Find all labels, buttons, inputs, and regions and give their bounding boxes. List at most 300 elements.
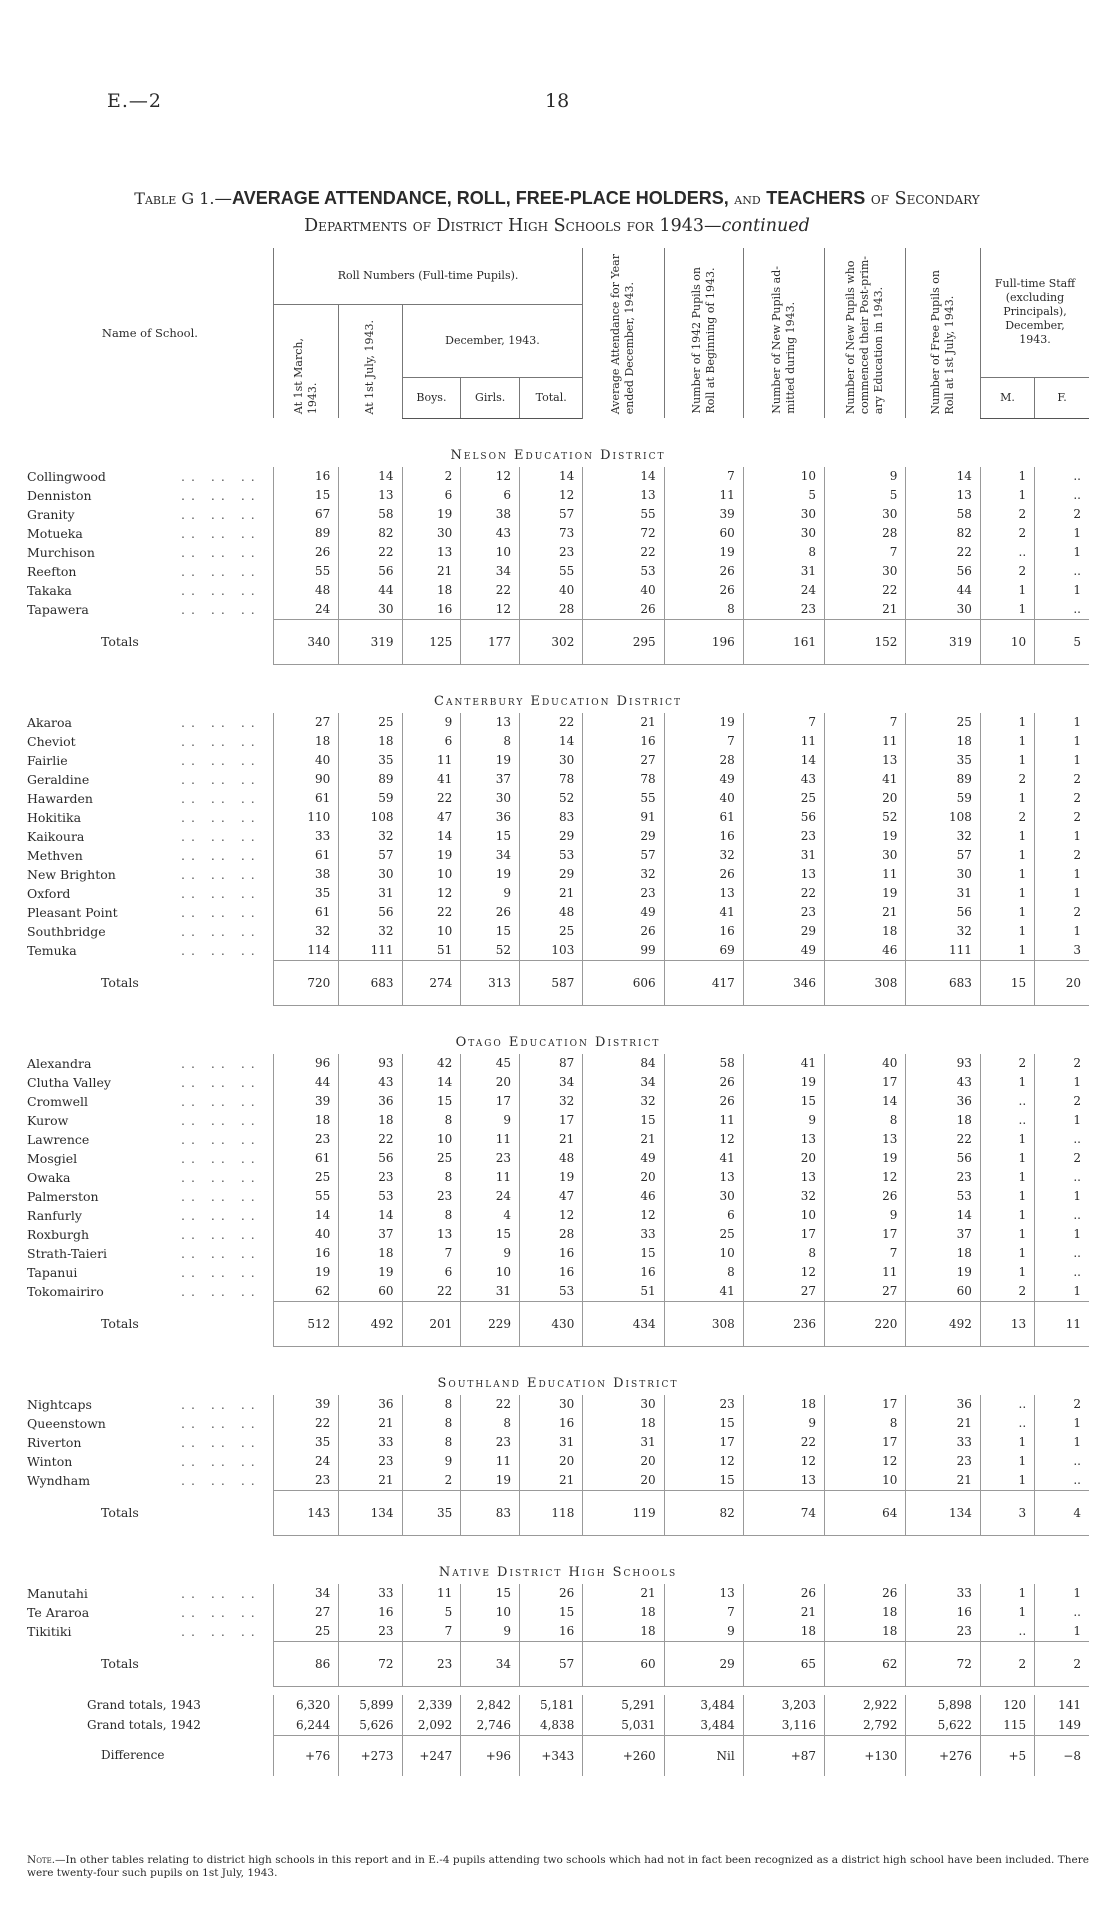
table-cell: 19 [461, 751, 520, 770]
table-cell: 22 [825, 581, 906, 600]
table-cell: 23 [520, 543, 583, 562]
table-cell: 61 [664, 808, 743, 827]
table-cell: 12 [825, 1168, 906, 1187]
table-cell: 14 [402, 1073, 461, 1092]
difference-cell: +247 [402, 1735, 461, 1776]
school-name-text: Hokitika [27, 809, 82, 825]
table-cell: 9 [825, 1206, 906, 1225]
leader-dots: .. .. .. [180, 752, 261, 768]
grand-total-cell: 3,484 [664, 1715, 743, 1736]
school-name-text: Riverton [27, 1434, 82, 1450]
table-row [27, 751, 1089, 770]
totals-cell: 62 [825, 1641, 906, 1686]
table-cell: 55 [583, 505, 664, 524]
table-cell: 58 [906, 505, 981, 524]
table-cell: 27 [743, 1282, 824, 1302]
table-cell: 56 [906, 562, 981, 581]
table-cell: 29 [520, 865, 583, 884]
grand-total-cell: 149 [1035, 1715, 1089, 1736]
school-name [27, 581, 273, 600]
spacer-cell [27, 1686, 1089, 1695]
table-cell: 17 [520, 1111, 583, 1130]
table-cell: 30 [743, 524, 824, 543]
table-cell: 33 [339, 1584, 402, 1603]
table-cell: 1 [980, 581, 1034, 600]
table-cell: 12 [583, 1206, 664, 1225]
table-cell: .. [980, 1395, 1034, 1414]
table-cell: 14 [825, 1092, 906, 1111]
difference-label: Difference [101, 1748, 165, 1763]
school-name-text: Motueka [27, 525, 83, 541]
table-row [27, 467, 1089, 486]
district-name: Canterbury Education District [434, 693, 682, 709]
table-cell: 19 [664, 543, 743, 562]
school-name [27, 1149, 273, 1168]
table-cell: 18 [402, 581, 461, 600]
totals-cell: 82 [664, 1490, 743, 1535]
table-cell: 31 [743, 846, 824, 865]
table-cell: 34 [273, 1584, 339, 1603]
table-title-line2: Departments of District High Schools for 1943 [304, 216, 704, 236]
totals-cell: 236 [743, 1301, 824, 1346]
table-cell: 40 [273, 1225, 339, 1244]
totals-row [27, 960, 1089, 1005]
table-cell: 1 [980, 1206, 1034, 1225]
table-cell: 1 [980, 467, 1034, 486]
table-cell: 59 [906, 789, 981, 808]
col-school-name: Name of School. [101, 326, 198, 340]
table-cell: 11 [461, 1168, 520, 1187]
totals-cell: 492 [339, 1301, 402, 1346]
grand-total-cell: 3,203 [743, 1695, 824, 1715]
leader-dots: .. .. .. [180, 1472, 261, 1488]
table-cell: 1 [1035, 865, 1089, 884]
totals-cell: 86 [273, 1641, 339, 1686]
table-cell: 14 [583, 467, 664, 486]
grand-total-cell: 115 [980, 1715, 1034, 1736]
table-cell: 21 [825, 903, 906, 922]
table-cell: 22 [461, 1395, 520, 1414]
table-cell: 22 [339, 543, 402, 562]
grand-total-cell: 4,838 [520, 1715, 583, 1736]
table-cell: 36 [461, 808, 520, 827]
table-header [27, 248, 1089, 418]
table-cell: 1 [980, 1168, 1034, 1187]
table-row [27, 1603, 1089, 1622]
col-december-group: December, 1943. [402, 305, 583, 378]
table-cell: 30 [461, 789, 520, 808]
totals-cell: 134 [906, 1490, 981, 1535]
school-name-text: Tokomairiro [27, 1283, 104, 1299]
table-cell: 1 [980, 922, 1034, 941]
table-cell: 1 [980, 941, 1034, 961]
col-girls: Girls. [461, 377, 520, 418]
table-cell: 72 [583, 524, 664, 543]
leader-dots: .. .. .. [180, 1604, 261, 1620]
table-cell: 16 [520, 1622, 583, 1642]
table-cell: 19 [825, 827, 906, 846]
table-cell: .. [980, 543, 1034, 562]
table-cell: 1 [980, 1263, 1034, 1282]
table-row [27, 1282, 1089, 1302]
totals-cell: 512 [273, 1301, 339, 1346]
leader-dots: .. .. .. [180, 1245, 261, 1261]
school-name-text: Clutha Valley [27, 1074, 111, 1090]
table-cell: 26 [664, 581, 743, 600]
table-cell: 7 [825, 713, 906, 732]
table-cell: 21 [583, 713, 664, 732]
table-cell: 16 [906, 1603, 981, 1622]
table-cell: 6 [402, 486, 461, 505]
table-cell: 17 [825, 1225, 906, 1244]
table-cell: 58 [664, 1054, 743, 1073]
table-row [27, 941, 1089, 961]
table-row [27, 600, 1089, 620]
table-cell: 22 [339, 1130, 402, 1149]
table-cell: 7 [825, 1244, 906, 1263]
table-cell: 52 [825, 808, 906, 827]
table-cell: .. [1035, 486, 1089, 505]
table-cell: 25 [743, 789, 824, 808]
table-row [27, 1054, 1089, 1073]
totals-cell: 2 [1035, 1641, 1089, 1686]
table-cell: .. [1035, 1206, 1089, 1225]
table-cell: 22 [402, 903, 461, 922]
totals-cell: 319 [339, 619, 402, 664]
table-cell: 53 [906, 1187, 981, 1206]
table-cell: 33 [906, 1584, 981, 1603]
table-cell: 2 [1035, 1054, 1089, 1073]
table-cell: 32 [906, 827, 981, 846]
school-name-text: Ranfurly [27, 1207, 82, 1223]
table-cell: 19 [825, 884, 906, 903]
table-cell: 3 [1035, 941, 1089, 961]
totals-cell: 177 [461, 619, 520, 664]
school-name-text: Te Araroa [27, 1604, 90, 1620]
table-cell: 23 [743, 600, 824, 620]
table-cell: 23 [461, 1149, 520, 1168]
table-cell: 62 [273, 1282, 339, 1302]
leader-dots: .. .. .. [180, 1188, 261, 1204]
table-cell: 108 [339, 808, 402, 827]
table-cell: 13 [461, 713, 520, 732]
leader-dots: .. .. .. [180, 544, 261, 560]
table-cell: 7 [664, 467, 743, 486]
table-cell: 21 [339, 1414, 402, 1433]
table-cell: 7 [664, 1603, 743, 1622]
table-cell: 12 [402, 884, 461, 903]
table-cell: 30 [520, 751, 583, 770]
table-cell: 18 [825, 1603, 906, 1622]
table-title: Table G 1.—AVERAGE ATTENDANCE, ROLL, FREE-PLACE HOLDERS, and TEACHERS of Secondary Departments of District High Schools for 1943—continued [134, 188, 980, 236]
grand-total-cell: 2,746 [461, 1715, 520, 1736]
table-cell: 16 [583, 1263, 664, 1282]
table-cell: 1 [980, 1130, 1034, 1149]
table-cell: 1 [1035, 1111, 1089, 1130]
table-cell: 57 [583, 846, 664, 865]
table-cell: 31 [520, 1433, 583, 1452]
table-cell: 30 [520, 1395, 583, 1414]
table-cell: 1 [980, 865, 1034, 884]
table-cell: 30 [664, 1187, 743, 1206]
table-cell: 7 [743, 713, 824, 732]
table-cell: 19 [273, 1263, 339, 1282]
grand-total-label: Grand totals, 1942 [87, 1717, 201, 1732]
table-cell: 42 [402, 1054, 461, 1073]
difference-cell: +76 [273, 1735, 339, 1776]
table-cell: 31 [339, 884, 402, 903]
table-cell: 8 [461, 732, 520, 751]
table-cell: 18 [583, 1414, 664, 1433]
totals-cell: 29 [664, 1641, 743, 1686]
table-cell: 48 [520, 1149, 583, 1168]
table-cell: 32 [339, 922, 402, 941]
table-cell: 28 [520, 1225, 583, 1244]
table-cell: 25 [339, 713, 402, 732]
school-name [27, 1187, 273, 1206]
table-cell: 73 [520, 524, 583, 543]
table-cell: 12 [461, 600, 520, 620]
totals-cell: 4 [1035, 1490, 1089, 1535]
table-cell: 36 [339, 1395, 402, 1414]
table-cell: 2 [980, 505, 1034, 524]
table-cell: 19 [520, 1168, 583, 1187]
table-cell: 14 [520, 467, 583, 486]
table-cell: 21 [402, 562, 461, 581]
school-name [27, 922, 273, 941]
table-cell: 1 [980, 827, 1034, 846]
table-cell: 26 [664, 865, 743, 884]
totals-row [27, 1490, 1089, 1535]
school-name-text: Granity [27, 506, 75, 522]
table-cell: 14 [402, 827, 461, 846]
totals-cell: 34 [461, 1641, 520, 1686]
table-cell: 32 [273, 922, 339, 941]
totals-cell: 274 [402, 960, 461, 1005]
table-cell: 30 [339, 600, 402, 620]
school-name [27, 903, 273, 922]
table-cell: 16 [583, 732, 664, 751]
table-cell: 11 [461, 1452, 520, 1471]
table-cell: 61 [273, 903, 339, 922]
table-row [27, 1622, 1089, 1642]
table-cell: 1 [1035, 1622, 1089, 1642]
table-cell: 82 [339, 524, 402, 543]
table-row [27, 1584, 1089, 1603]
col-roll-group: Roll Numbers (Full-time Pupils). [273, 248, 583, 305]
table-cell: 17 [825, 1433, 906, 1452]
table-cell: 23 [906, 1452, 981, 1471]
table-row [27, 808, 1089, 827]
school-name [27, 884, 273, 903]
table-cell: 2 [980, 1282, 1034, 1302]
school-name [27, 1130, 273, 1149]
table-cell: 5 [825, 486, 906, 505]
school-name [27, 732, 273, 751]
totals-cell: 492 [906, 1301, 981, 1346]
totals-cell: 308 [664, 1301, 743, 1346]
table-row [27, 1073, 1089, 1092]
table-cell: 7 [664, 732, 743, 751]
table-cell: 15 [461, 922, 520, 941]
leader-dots: .. .. .. [180, 1283, 261, 1299]
table-cell: 30 [743, 505, 824, 524]
table-cell: 26 [461, 903, 520, 922]
attendance-table [27, 248, 1089, 1776]
table-cell: 21 [520, 1471, 583, 1491]
leader-dots: .. .. .. [180, 1055, 261, 1071]
table-cell: 108 [906, 808, 981, 827]
table-cell: 2 [1035, 505, 1089, 524]
difference-cell: +130 [825, 1735, 906, 1776]
table-cell: 13 [743, 1130, 824, 1149]
totals-cell: 65 [743, 1641, 824, 1686]
table-row [27, 486, 1089, 505]
totals-cell: 319 [906, 619, 981, 664]
table-cell: 56 [906, 903, 981, 922]
table-cell: 15 [743, 1092, 824, 1111]
table-cell: 61 [273, 789, 339, 808]
col-postprimary: Number of New Pupils who commenced their Post-prim- ary Education in 1943. [825, 248, 906, 418]
table-cell: 2 [1035, 846, 1089, 865]
table-cell: 1 [1035, 751, 1089, 770]
table-cell: 43 [743, 770, 824, 789]
note-label: Note. [27, 1854, 56, 1866]
leader-dots: .. .. .. [180, 714, 261, 730]
page-number: 18 [545, 90, 570, 112]
table-cell: 20 [583, 1471, 664, 1491]
table-cell: 2 [402, 467, 461, 486]
table-cell: 24 [273, 1452, 339, 1471]
table-cell: 17 [743, 1225, 824, 1244]
school-name [27, 1168, 273, 1187]
table-cell: 2 [980, 562, 1034, 581]
table-cell: 17 [825, 1073, 906, 1092]
table-cell: 34 [461, 562, 520, 581]
table-cell: 7 [402, 1244, 461, 1263]
totals-row [27, 1641, 1089, 1686]
table-cell: 1 [980, 1187, 1034, 1206]
leader-dots: .. .. .. [180, 1074, 261, 1090]
table-row [27, 1187, 1089, 1206]
col-avg-attendance: Average Attendance for Year ended December, 1943. [583, 248, 664, 418]
leader-dots: .. .. .. [180, 1585, 261, 1601]
table-cell: 7 [402, 1622, 461, 1642]
table-cell: 10 [825, 1471, 906, 1491]
totals-cell: 134 [339, 1490, 402, 1535]
table-cell: 19 [461, 1471, 520, 1491]
table-cell: 1 [980, 884, 1034, 903]
school-name-text: Strath-Taieri [27, 1245, 108, 1261]
table-cell: 1 [1035, 713, 1089, 732]
table-cell: .. [980, 1111, 1034, 1130]
table-cell: 31 [906, 884, 981, 903]
grand-total-cell: 3,484 [664, 1695, 743, 1715]
table-cell: 13 [664, 1584, 743, 1603]
table-cell: 36 [339, 1092, 402, 1111]
table-cell: 1 [980, 903, 1034, 922]
table-cell: 48 [273, 581, 339, 600]
table-cell: 35 [339, 751, 402, 770]
table-cell: 29 [743, 922, 824, 941]
table-cell: 84 [583, 1054, 664, 1073]
footnote [27, 1854, 1089, 1880]
table-cell: 18 [743, 1622, 824, 1642]
table-cell: 51 [402, 941, 461, 961]
totals-cell: 57 [520, 1641, 583, 1686]
school-name-text: Fairlie [27, 752, 68, 768]
table-cell: 12 [825, 1452, 906, 1471]
table-cell: 13 [402, 543, 461, 562]
table-cell: 1 [980, 1073, 1034, 1092]
table-cell: 1 [1035, 524, 1089, 543]
table-cell: 13 [825, 751, 906, 770]
table-cell: 58 [339, 505, 402, 524]
grand-total-row [27, 1715, 1089, 1736]
table-cell: 59 [339, 789, 402, 808]
table-cell: 9 [461, 884, 520, 903]
table-cell: 89 [906, 770, 981, 789]
table-cell: 1 [1035, 581, 1089, 600]
table-cell: 1 [1035, 922, 1089, 941]
table-cell: 16 [520, 1414, 583, 1433]
leader-dots: .. .. .. [180, 790, 261, 806]
table-cell: 22 [906, 543, 981, 562]
table-cell: 6 [402, 732, 461, 751]
school-name [27, 1244, 273, 1263]
leader-dots: .. .. .. [180, 563, 261, 579]
table-cell: 8 [743, 543, 824, 562]
leader-dots: .. .. .. [180, 1093, 261, 1109]
school-name [27, 1206, 273, 1225]
table-cell: 103 [520, 941, 583, 961]
col-staff-m: M. [980, 377, 1034, 418]
table-cell: 37 [461, 770, 520, 789]
table-row [27, 713, 1089, 732]
school-name [27, 1282, 273, 1302]
table-cell: 43 [339, 1073, 402, 1092]
table-row [27, 1414, 1089, 1433]
col-march: At 1st March, 1943. [273, 305, 339, 419]
table-cell: 55 [273, 562, 339, 581]
table-cell: 18 [583, 1622, 664, 1642]
table-cell: 47 [402, 808, 461, 827]
school-name-text: Lawrence [27, 1131, 90, 1147]
table-cell: 14 [906, 467, 981, 486]
grand-total-row [27, 1695, 1089, 1715]
totals-label: Totals [101, 1316, 139, 1331]
table-cell: 41 [664, 903, 743, 922]
table-cell: 11 [402, 1584, 461, 1603]
table-cell: 15 [402, 1092, 461, 1111]
school-name [27, 467, 273, 486]
table-cell: 1 [1035, 1073, 1089, 1092]
table-cell: 12 [664, 1452, 743, 1471]
table-cell: 22 [743, 1433, 824, 1452]
totals-cell: 23 [402, 1641, 461, 1686]
difference-cell: +87 [743, 1735, 824, 1776]
grand-total-cell: 5,898 [906, 1695, 981, 1715]
table-cell: 1 [980, 1244, 1034, 1263]
table-cell: 26 [664, 562, 743, 581]
leader-dots: .. .. .. [180, 866, 261, 882]
school-name [27, 1054, 273, 1073]
table-cell: 18 [825, 922, 906, 941]
table-cell: 4 [461, 1206, 520, 1225]
totals-row [27, 1301, 1089, 1346]
table-cell: 13 [664, 884, 743, 903]
table-cell: 19 [402, 846, 461, 865]
